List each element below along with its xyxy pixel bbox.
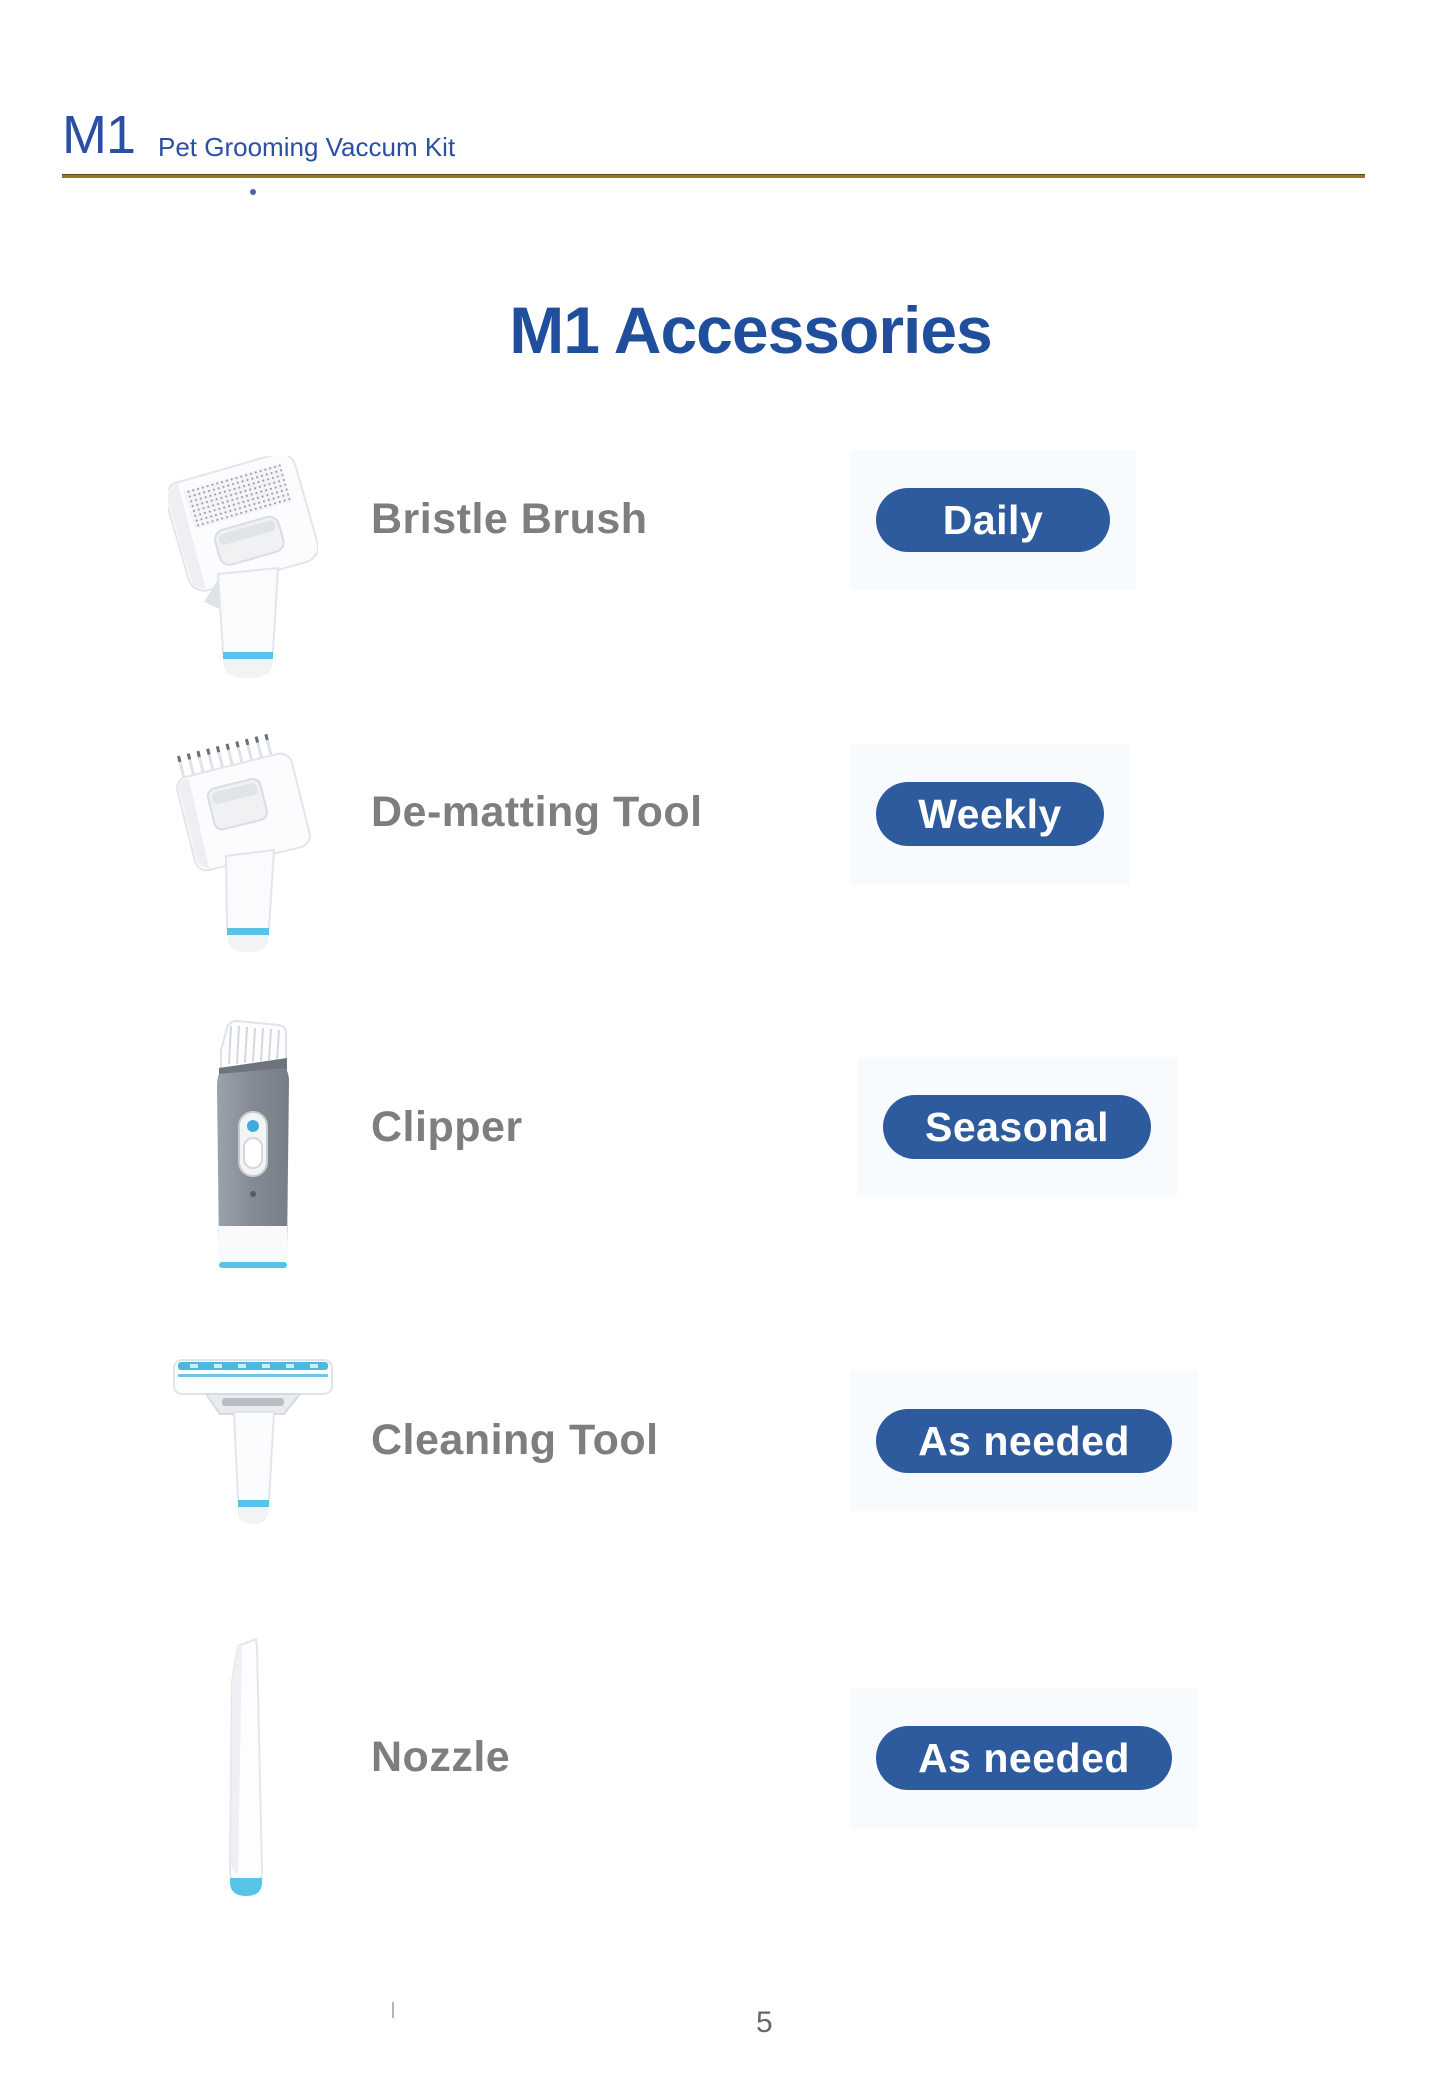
accessory-name: De-matting Tool — [371, 788, 703, 836]
header-dot — [250, 189, 256, 195]
accessory-name: Clipper — [371, 1103, 523, 1151]
de-matting-tool-image — [168, 730, 318, 962]
frequency-badge: Seasonal — [883, 1095, 1151, 1159]
header-model: M1 — [62, 105, 136, 165]
header-subtitle: Pet Grooming Vaccum Kit — [158, 132, 456, 162]
frequency-badge: As needed — [876, 1726, 1172, 1790]
footer-tick — [392, 2002, 394, 2018]
cleaning-tool-image — [170, 1344, 338, 1534]
bristle-brush-image — [168, 456, 318, 688]
frequency-badge: Weekly — [876, 782, 1104, 846]
frequency-badge: As needed — [876, 1409, 1172, 1473]
accessory-name: Bristle Brush — [371, 495, 648, 543]
nozzle-image — [216, 1634, 276, 1902]
page-title: M1 Accessories — [509, 293, 992, 367]
accessory-name: Cleaning Tool — [371, 1416, 659, 1464]
frequency-badge: Daily — [876, 488, 1110, 552]
page-number: 5 — [756, 2006, 773, 2039]
clipper-image — [203, 1016, 303, 1292]
header-rule — [62, 174, 1365, 178]
accessory-name: Nozzle — [371, 1733, 511, 1781]
